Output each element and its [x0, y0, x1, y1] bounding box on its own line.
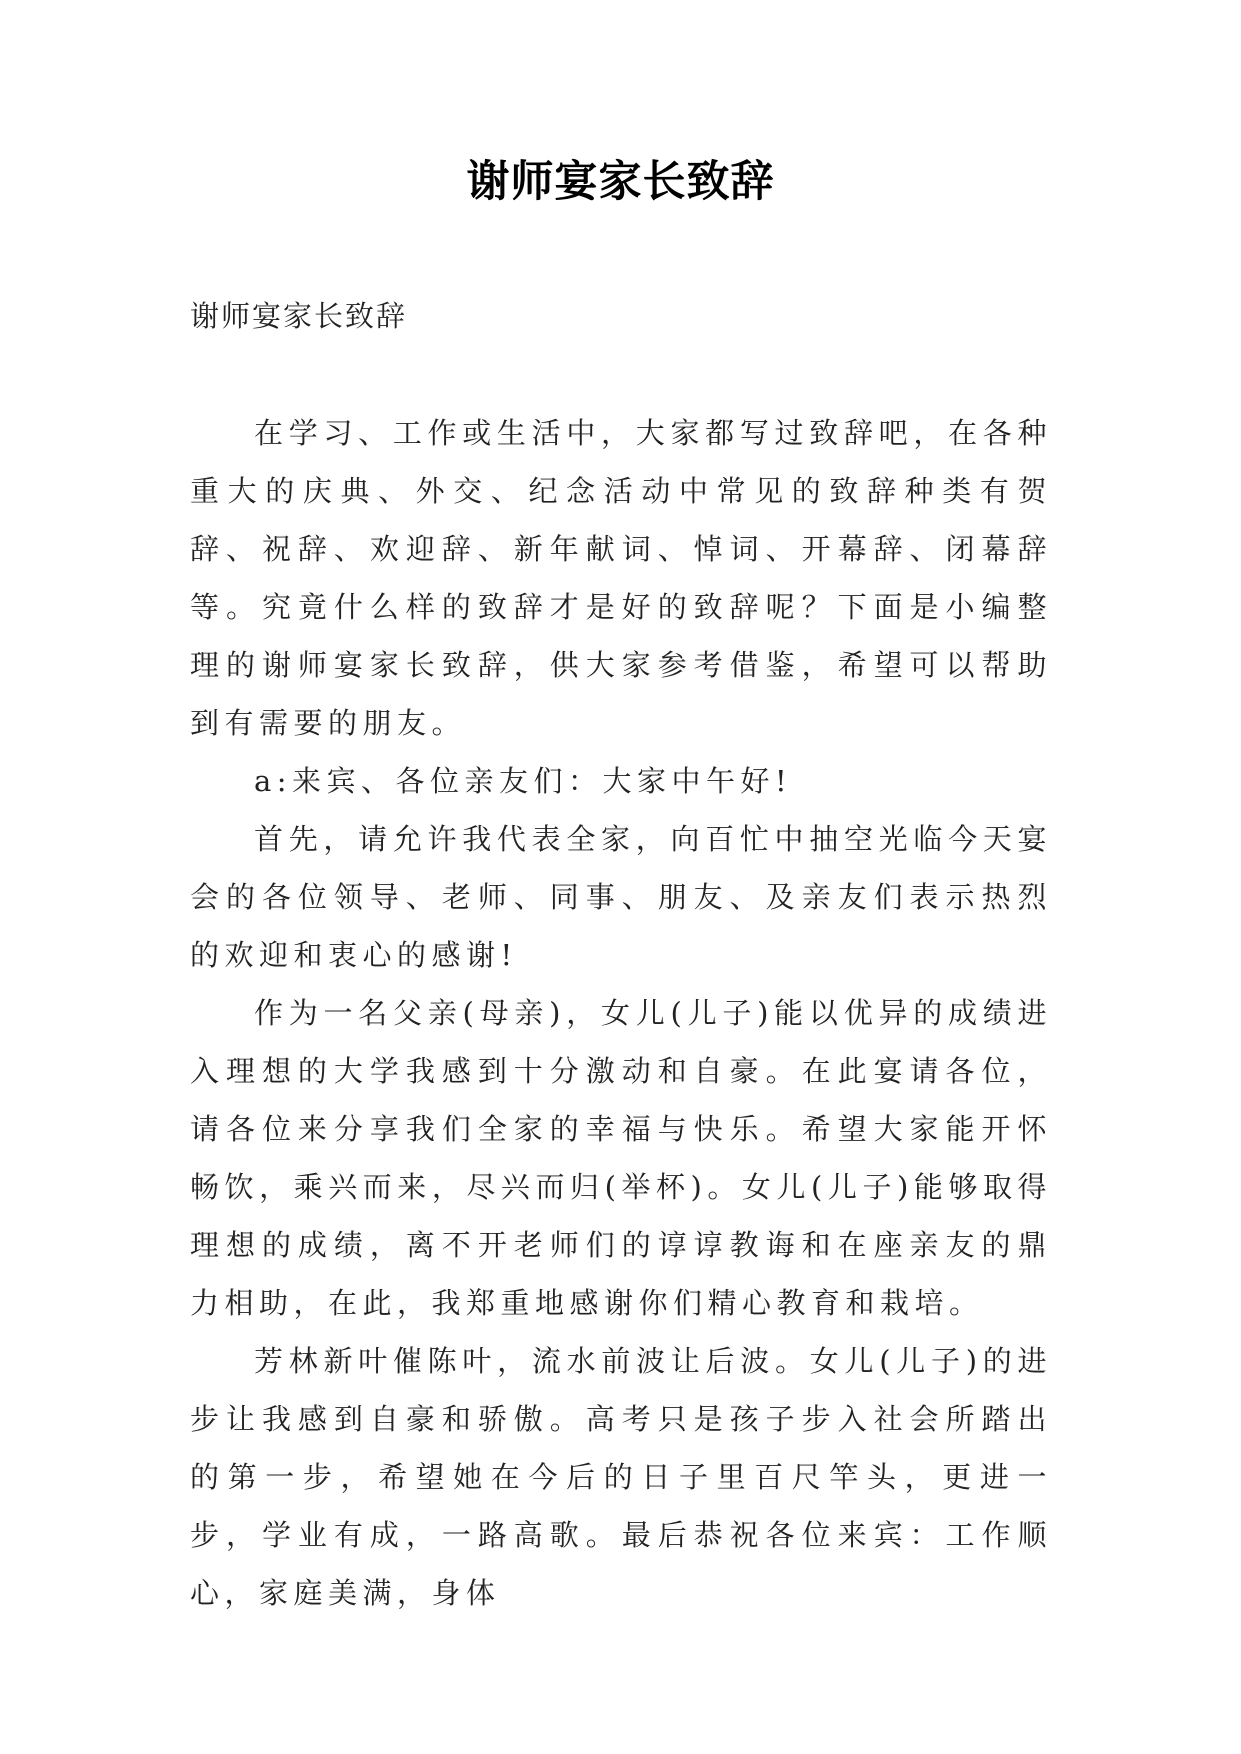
intro-paragraph: 在学习、工作或生活中，大家都写过致辞吧，在各种重大的庆典、外交、纪念活动中常见的致辞种类有贺辞、祝辞、欢迎辞、新年献词、悼词、开幕辞、闭幕辞等。究竟什么样的致辞才是好的致辞呢？下面是小编整理的谢师宴家长致辞，供大家参考借鉴，希望可以帮助到有需要的朋友。: [190, 416, 1052, 740]
speech-section: [190, 752, 1052, 1622]
speech-paragraph: 首先，请允许我代表全家，向百忙中抽空光临今天宴会的各位领导、老师、同事、朋友、及亲友们表示热烈的欢迎和衷心的感谢!: [190, 822, 1052, 972]
intro-section: [190, 404, 1052, 752]
document-title: 谢师宴家长致辞: [466, 157, 775, 207]
speech-greeting: a:来宾、各位亲友们：大家中午好!: [254, 764, 793, 798]
speech-paragraph: 芳林新叶催陈叶，流水前波让后波。女儿(儿子)的进步让我感到自豪和骄傲。高考只是孩子步入社会所踏出的第一步，希望她在今后的日子里百尺竿头，更进一步，学业有成，一路高歌。最后恭祝各位来宾：工作顺心，家庭美满，身体: [190, 1344, 1052, 1610]
document-subtitle: 谢师宴家长致辞: [190, 299, 408, 333]
speech-paragraph: 作为一名父亲(母亲)，女儿(儿子)能以优异的成绩进入理想的大学我感到十分激动和自豪。在此宴请各位，请各位来分享我们全家的幸福与快乐。希望大家能开怀畅饮，乘兴而来，尽兴而归(举杯)。女儿(儿子)能够取得理想的成绩，离不开老师们的谆谆教诲和在座亲友的鼎力相助，在此，我郑重地感谢你们精心教育和栽培。: [190, 996, 1052, 1320]
